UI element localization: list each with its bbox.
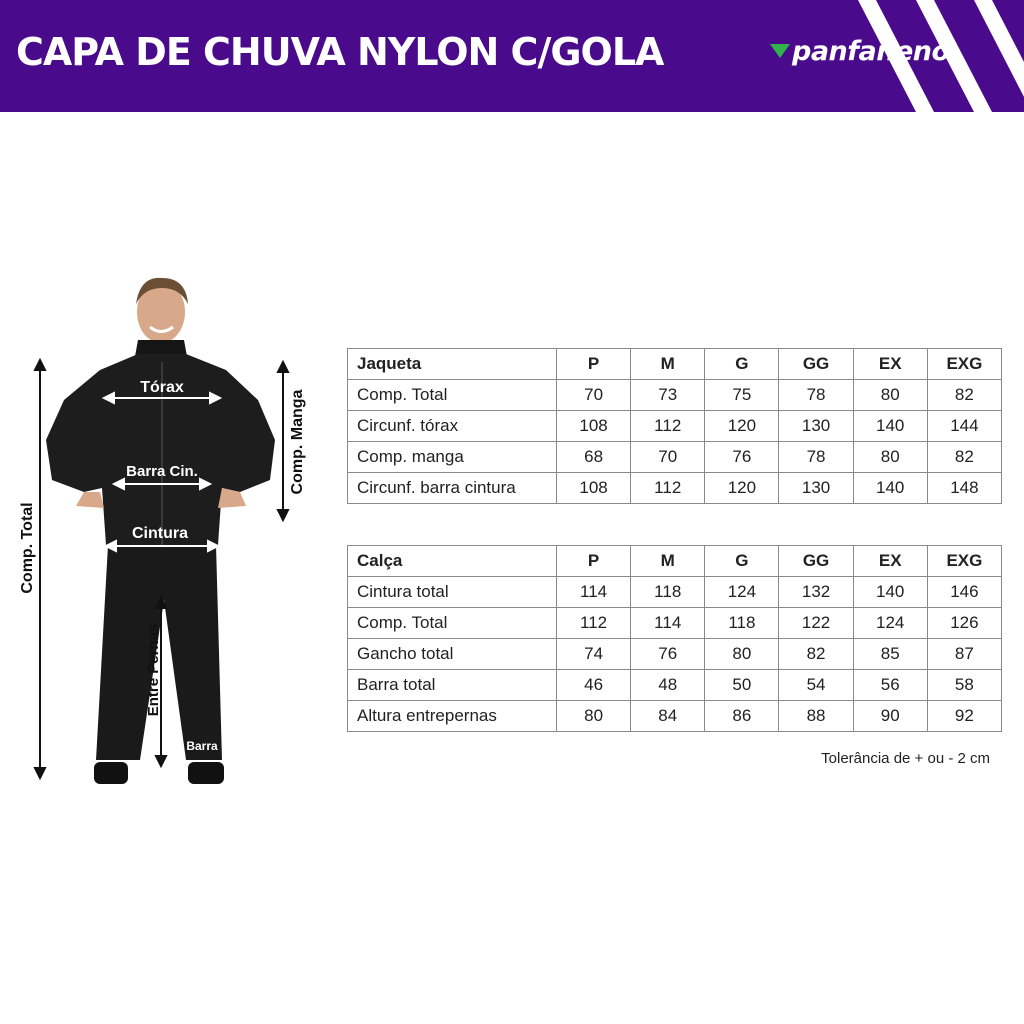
label-cintura: Cintura (132, 525, 188, 542)
size-header: EX (853, 546, 927, 577)
table-row (348, 639, 1002, 670)
size-value-cell: 82 (779, 639, 853, 670)
size-value-cell: 114 (631, 608, 705, 639)
size-value-cell: 86 (705, 701, 779, 732)
size-header: P (557, 546, 631, 577)
size-value-cell: 76 (705, 442, 779, 473)
size-value-cell: 76 (631, 639, 705, 670)
size-value-cell: 130 (779, 473, 853, 504)
table-row (348, 473, 1002, 504)
size-value-cell: 118 (705, 608, 779, 639)
size-value-cell: 90 (853, 701, 927, 732)
label-torax: Tórax (140, 379, 184, 396)
size-value-cell: 58 (927, 670, 1001, 701)
size-value-cell: 112 (631, 411, 705, 442)
size-header: EX (853, 349, 927, 380)
size-value-cell: 88 (779, 701, 853, 732)
size-value-cell: 144 (927, 411, 1001, 442)
size-value-cell: 82 (927, 380, 1001, 411)
table-row (348, 670, 1002, 701)
size-value-cell: 120 (705, 473, 779, 504)
jacket-size-table (347, 348, 1002, 504)
size-value-cell: 74 (557, 639, 631, 670)
table-row (348, 411, 1002, 442)
page-title: CAPA DE CHUVA NYLON C/GOLA (16, 30, 664, 74)
size-value-cell: 114 (557, 577, 631, 608)
table-header-row (348, 546, 1002, 577)
size-value-cell: 78 (779, 442, 853, 473)
table-row (348, 577, 1002, 608)
size-value-cell: 80 (853, 380, 927, 411)
size-value-cell: 56 (853, 670, 927, 701)
label-entre-pernas: Entre Pernas (145, 623, 162, 717)
size-value-cell: 78 (779, 380, 853, 411)
table-title: Jaqueta (348, 349, 557, 380)
label-comp-total: Comp. Total (19, 502, 36, 594)
size-value-cell: 92 (927, 701, 1001, 732)
logo-text: panfaneno (792, 36, 950, 67)
size-value-cell: 54 (779, 670, 853, 701)
size-value-cell: 140 (853, 473, 927, 504)
row-label: Comp. Total (348, 380, 557, 411)
size-header: G (705, 349, 779, 380)
raincoat-model-illustration (0, 270, 320, 810)
size-value-cell: 140 (853, 411, 927, 442)
model-figure (0, 270, 320, 810)
size-value-cell: 146 (927, 577, 1001, 608)
pants-table-body (348, 577, 1002, 732)
size-value-cell: 46 (557, 670, 631, 701)
size-value-cell: 70 (557, 380, 631, 411)
table-row (348, 380, 1002, 411)
size-value-cell: 118 (631, 577, 705, 608)
size-header: GG (779, 546, 853, 577)
size-header: M (631, 349, 705, 380)
label-comp-manga: Comp. Manga (289, 389, 306, 495)
row-label: Cintura total (348, 577, 557, 608)
size-value-cell: 108 (557, 473, 631, 504)
size-value-cell: 73 (631, 380, 705, 411)
size-value-cell: 124 (705, 577, 779, 608)
size-header: G (705, 546, 779, 577)
table-header-row (348, 349, 1002, 380)
row-label: Altura entrepernas (348, 701, 557, 732)
size-value-cell: 130 (779, 411, 853, 442)
label-barra: Barra (186, 739, 218, 753)
row-label: Gancho total (348, 639, 557, 670)
brand-logo (770, 36, 996, 68)
header-banner (0, 0, 1024, 112)
row-label: Barra total (348, 670, 557, 701)
table-title: Calça (348, 546, 557, 577)
size-value-cell: 140 (853, 577, 927, 608)
size-value-cell: 80 (557, 701, 631, 732)
size-value-cell: 120 (705, 411, 779, 442)
table-row (348, 442, 1002, 473)
size-value-cell: 85 (853, 639, 927, 670)
row-label: Comp. manga (348, 442, 557, 473)
size-value-cell: 112 (631, 473, 705, 504)
size-value-cell: 50 (705, 670, 779, 701)
size-value-cell: 124 (853, 608, 927, 639)
table-row (348, 701, 1002, 732)
row-label: Circunf. barra cintura (348, 473, 557, 504)
row-label: Circunf. tórax (348, 411, 557, 442)
size-header: GG (779, 349, 853, 380)
size-value-cell: 80 (853, 442, 927, 473)
size-value-cell: 70 (631, 442, 705, 473)
size-value-cell: 68 (557, 442, 631, 473)
size-value-cell: 122 (779, 608, 853, 639)
size-value-cell: 48 (631, 670, 705, 701)
size-value-cell: 148 (927, 473, 1001, 504)
size-value-cell: 132 (779, 577, 853, 608)
size-header: M (631, 546, 705, 577)
size-value-cell: 84 (631, 701, 705, 732)
table-row (348, 608, 1002, 639)
size-header: EXG (927, 546, 1001, 577)
size-value-cell: 112 (557, 608, 631, 639)
label-barra-cin: Barra Cin. (126, 463, 198, 480)
jacket-table-body (348, 380, 1002, 504)
tolerance-note: Tolerância de + ou - 2 cm (821, 750, 990, 767)
logo-chevron-icon (770, 42, 794, 74)
size-header: P (557, 349, 631, 380)
size-value-cell: 82 (927, 442, 1001, 473)
size-value-cell: 75 (705, 380, 779, 411)
size-value-cell: 108 (557, 411, 631, 442)
size-header: EXG (927, 349, 1001, 380)
size-value-cell: 80 (705, 639, 779, 670)
size-value-cell: 87 (927, 639, 1001, 670)
pants-size-table (347, 545, 1002, 732)
size-value-cell: 126 (927, 608, 1001, 639)
row-label: Comp. Total (348, 608, 557, 639)
